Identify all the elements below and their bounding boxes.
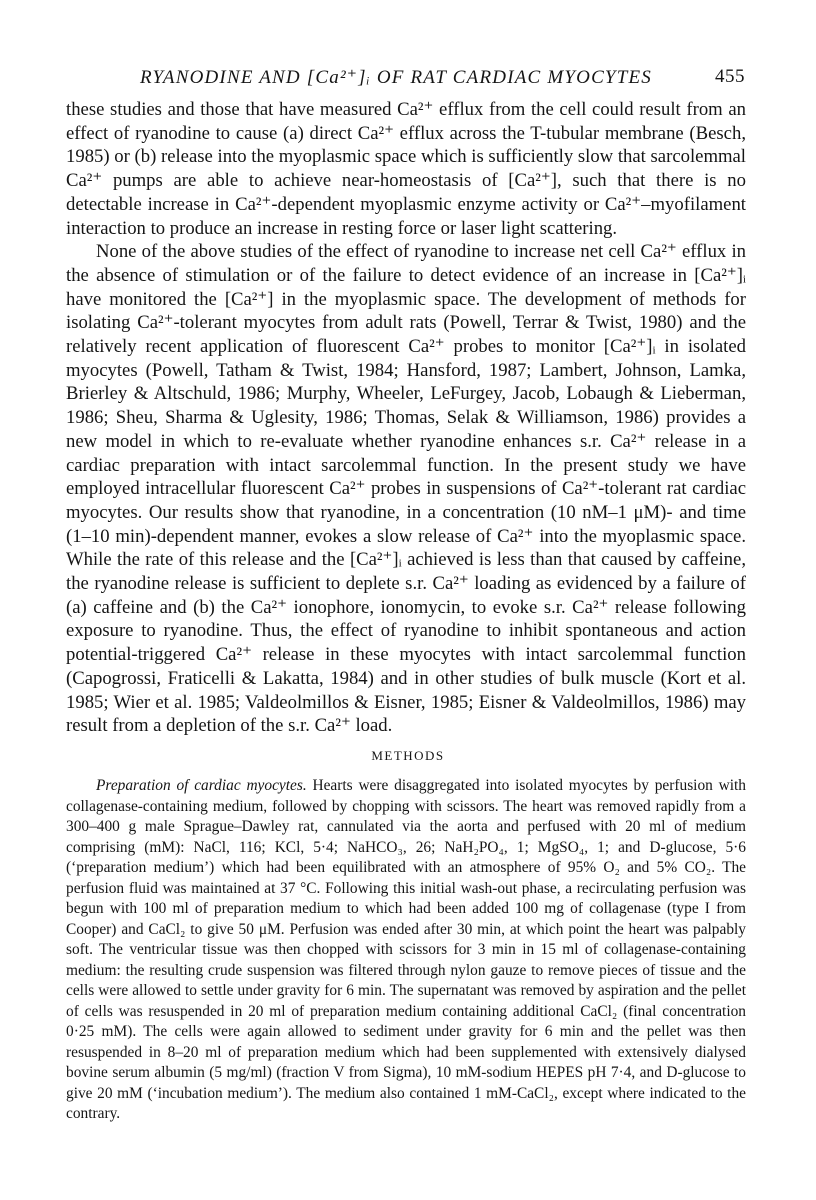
methods-heading: METHODS	[371, 748, 445, 763]
methods-subheading: Preparation of cardiac myocytes.	[96, 777, 307, 794]
running-head-title: RYANODINE AND [Ca²⁺]ᵢ OF RAT CARDIAC MYOCYTES	[140, 67, 652, 88]
methods-paragraph-body: Hearts were disaggregated into isolated myocytes by perfusion with collagenase-containing medium, followed by chopping with scissors. The heart was removed rapidly from a 300–400 g male Sprague–Dawley rat, cannulated via the aorta and perfused with 20 ml of medium comprising (mM): NaCl, 116; KCl, 5·4; NaHCO₃, 26; NaH₂PO₄, 1; MgSO₄, 1; and D-glucose, 5·6 (‘preparation medium’) which had been equilibrated with an atmosphere of 95% O₂ and 5% CO₂. The perfusion fluid was maintained at 37 °C. Following this initial wash-out phase, a recirculating perfusion was begun with 100 ml of preparation medium to which had been added 100 mg of collagenase (type I from Cooper) and CaCl₂ to give 50 μM. Perfusion was ended after 30 min, at which point the heart was palpably soft. The ventricular tissue was then chopped with scissors for 3 min in 15 ml of collagenase-containing medium: the resulting crude suspension was filtered through nylon gauze to remove pieces of tissue and the cells were allowed to settle under gravity for 6 min. The supernatant was removed by aspiration and the pellet of cells was resuspended in 20 ml of preparation medium containing additional CaCl₂ (final concentration 0·25 mM). The cells were again allowed to sediment under gravity for 6 min and the pellet was then resuspended in 8–20 ml of preparation medium which had been supplemented with extensively dialysed bovine serum albumin (5 mg/ml) (fraction V from Sigma), 10 mM-sodium HEPES pH 7·4, and D-glucose to give 20 mM (‘incubation medium’). The medium also contained 1 mM-CaCl₂, except where indicated to the contrary.	[66, 777, 746, 1122]
paragraph: None of the above studies of the effect of ryanodine to increase net cell Ca²⁺ efflux in the absence of stimulation or of the failure to detect evidence of an increase in [Ca²⁺]ᵢ have monitored the [Ca²⁺] in the myoplasmic space. The development of methods for isolating Ca²⁺-tolerant myocytes from adult rats (Powell, Terrar & Twist, 1980) and the relatively recent application of fluorescent Ca²⁺ probes to monitor [Ca²⁺]ᵢ in isolated myocytes (Powell, Tatham & Twist, 1984; Hansford, 1987; Lambert, Johnson, Lamka, Brierley & Altschuld, 1986; Murphy, Wheeler, LeFurgey, Jacob, Lobaugh & Lieberman, 1986; Sheu, Sharma & Uglesity, 1986; Thomas, Selak & Williamson, 1986) provides a new model in which to re-evaluate whether ryanodine enhances s.r. Ca²⁺ release in a cardiac preparation with intact sarcolemmal function. In the present study we have employed intracellular fluorescent Ca²⁺ probes in suspensions of Ca²⁺-tolerant rat cardiac myocytes. Our results show that ryanodine, in a concentration (10 nM–1 μM)- and time (1–10 min)-dependent manner, evokes a slow release of Ca²⁺ into the myoplasmic space. While the rate of this release and the [Ca²⁺]ᵢ achieved is less than that caused by caffeine, the ryanodine release is sufficient to deplete s.r. Ca²⁺ loading as evidenced by a failure of (a) caffeine and (b) the Ca²⁺ ionophore, ionomycin, to evoke s.r. Ca²⁺ release following exposure to ryanodine. Thus, the effect of ryanodine to inhibit spontaneous and action potential-triggered Ca²⁺ release in these myocytes with intact sarcolemmal function (Capogrossi, Fraticelli & Lakatta, 1984) and in other studies of bulk muscle (Kort et al. 1985; Wier et al. 1985; Valdeolmillos & Eisner, 1985; Eisner & Valdeolmillos, 1986) may result from a depletion of the s.r. Ca²⁺ load.	[66, 241, 746, 737]
page-number: 455	[715, 66, 745, 87]
paragraph-continued: these studies and those that have measured Ca²⁺ efflux from the cell could result from an effect of ryanodine to cause (a) direct Ca²⁺ efflux across the T-tubular membrane (Besch, 1985) or (b) release into the myoplasmic space which is sufficiently slow that sarcolemmal Ca²⁺ pumps are able to achieve near-homeostasis of [Ca²⁺], such that there is no detectable increase in Ca²⁺-dependent myoplasmic enzyme activity or Ca²⁺–myofilament interaction to produce an increase in resting force or laser light scattering.	[66, 99, 747, 239]
running-head	[140, 66, 745, 92]
methods-text	[66, 776, 746, 1125]
methods-paragraph	[66, 776, 746, 1125]
introduction-text	[66, 98, 746, 738]
